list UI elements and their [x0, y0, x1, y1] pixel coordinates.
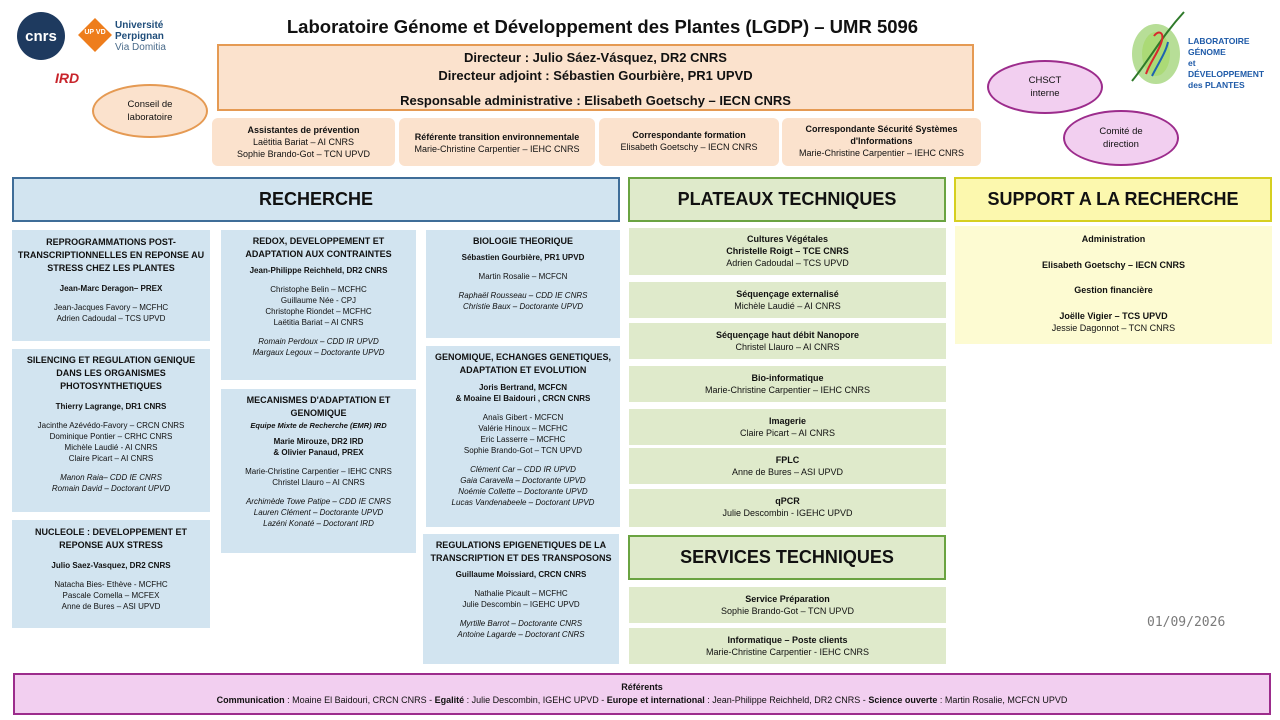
team-leader: Jean-Philippe Reichheld, DR2 CNRS	[249, 266, 388, 275]
platform-title: Séquençage externalisé	[736, 289, 839, 299]
team-member-italic: Archimède Towe Patipe – CDD IE CNRS	[245, 497, 392, 506]
team-leader: & Moaine El Baidouri , CRCN CNRS	[455, 394, 591, 403]
team-reprog	[12, 230, 210, 341]
platform-person: Marie-Christine Carpentier – IEHC CNRS	[704, 385, 871, 395]
role-person: Laëtitia Bariat – AI CNRS	[252, 137, 355, 147]
role-title: Assistantes de prévention	[247, 125, 360, 135]
upvd-line-2: Perpignan	[115, 31, 164, 42]
page-title: Laboratoire Génome et Développement des Plantes (LGDP) – UMR 5096	[286, 16, 919, 37]
team-member: Nathalie Picault – MCFHC	[474, 589, 568, 598]
admin-manager: Responsable administrative : Elisabeth Goetschy – IECN CNRS	[400, 93, 791, 108]
support-finance-title: Gestion financière	[1074, 285, 1153, 295]
team-member-italic: Clément Car – CDD IR UPVD	[470, 465, 576, 474]
team-nucleole	[12, 520, 210, 628]
team-title: REDOX, DEVELOPPEMENT ET ADAPTATION AUX CONTRAINTES	[245, 236, 392, 259]
team-member: Anne de Bures – ASI UPVD	[61, 602, 161, 611]
team-mecanismes	[221, 389, 416, 553]
team-title: REGULATIONS EPIGENETIQUES DE LA TRANSCRIPTION ET DES TRANSPOSONS	[430, 540, 612, 563]
team-member: Anaïs Gibert - MCFCN	[482, 413, 564, 422]
team-regulations	[423, 534, 619, 664]
lgdp-logo-text	[1188, 36, 1272, 91]
team-member-italic: Myrtille Barrot – Doctorante CNRS	[459, 619, 583, 628]
platform-title: FPLC	[775, 455, 800, 465]
team-subtitle: Equipe Mixte de Recherche (EMR) IRD	[250, 421, 387, 430]
platform-bioinfo	[629, 366, 946, 402]
conseil-label: Conseil de laboratoire	[127, 99, 173, 123]
role-person: Marie-Christine Carpentier – IEHC CNRS	[414, 144, 580, 154]
lgdp-logo	[1122, 6, 1272, 92]
platform-qpcr	[629, 489, 946, 527]
team-member: Claire Picart – AI CNRS	[68, 454, 154, 463]
role-person: Marie-Christine Carpentier – IEHC CNRS	[798, 148, 965, 158]
team-member: Julie Descombin – IGEHC UPVD	[462, 600, 580, 609]
team-member: Jacinthe Azévédo-Favory – CRCN CNRS	[37, 421, 185, 430]
team-title: NUCLEOLE : DEVELOPPEMENT ET REPONSE AUX STRESS	[34, 527, 187, 550]
team-member: Valérie Hinoux – MCFHC	[478, 424, 568, 433]
role-person: Elisabeth Goetschy – IECN CNRS	[620, 142, 758, 152]
platform-fplc	[629, 448, 946, 484]
platform-title: Imagerie	[768, 416, 807, 426]
team-title: MECANISMES D'ADAPTATION ET GENOMIQUE	[246, 395, 391, 418]
team-member: Christel Llauro – AI CNRS	[272, 478, 365, 487]
team-member-italic: Lauren Clément – Doctorante UPVD	[253, 508, 384, 517]
platform-person: Michèle Laudié – AI CNRS	[734, 301, 841, 311]
lgdp-line-1: LABORATOIRE	[1188, 36, 1250, 46]
support-box	[955, 226, 1272, 344]
referent-value: : Julie Descombin, IGEHC UPVD -	[464, 695, 607, 705]
upvd-logo	[78, 18, 112, 52]
team-member: Christophe Belin – MCFHC	[270, 285, 367, 294]
team-silencing	[12, 349, 210, 512]
chsct-ellipse	[987, 60, 1103, 114]
platform-title: qPCR	[775, 496, 800, 506]
lgdp-line-2: GÉNOME	[1188, 47, 1226, 57]
team-member-italic: Romain David – Doctorant UPVD	[51, 484, 171, 493]
support-finance-person: Jessie Dagonnot – TCN CNRS	[1051, 323, 1176, 333]
director: Directeur : Julio Sáez-Vásquez, DR2 CNRS	[464, 50, 727, 65]
team-leader: Julio Saez-Vasquez, DR2 CNRS	[51, 561, 171, 570]
team-member: Michèle Laudié - AI CNRS	[64, 443, 158, 452]
services-header: SERVICES TECHNIQUES	[628, 535, 946, 580]
chsct-label: CHSCT interne	[1028, 75, 1062, 99]
deputy-director: Directeur adjoint : Sébastien Gourbière, PR1 UPVD	[438, 68, 753, 83]
team-leader: & Olivier Panaud, PREX	[273, 448, 364, 457]
cnrs-logo	[17, 12, 65, 60]
service-informatique	[629, 628, 946, 664]
platform-title: Séquençage haut débit Nanopore	[715, 330, 860, 340]
upvd-badge-text: UP VD	[84, 29, 106, 36]
role-box	[212, 118, 395, 166]
team-title: BIOLOGIE THEORIQUE	[472, 236, 573, 246]
referent-value: : Martin Rosalie, MCFCN UPVD	[937, 695, 1068, 705]
role-title: Correspondante formation	[632, 130, 746, 140]
referent-value: : Jean-Philippe Reichheld, DR2 CNRS -	[704, 695, 869, 705]
direction-box	[217, 44, 974, 111]
referents-box	[13, 673, 1271, 715]
ird-logo-text: IRD	[55, 70, 80, 86]
team-member: Guillaume Née - CPJ	[280, 296, 357, 305]
team-title: REPROGRAMMATIONS POST-TRANSCRIPTIONNELLES EN REPONSE AU STRESS CHEZ LES PLANTES	[17, 237, 205, 273]
service-title: Service Préparation	[745, 594, 830, 604]
team-member-italic: Christie Baux – Doctorante UPVD	[462, 302, 584, 311]
service-person: Sophie Brando-Got – TCN UPVD	[721, 606, 854, 616]
role-box	[599, 118, 779, 166]
platform-person: Adrien Cadoudal – TCS UPVD	[726, 258, 849, 268]
conseil-ellipse	[92, 84, 208, 138]
team-member-italic: Raphaël Rousseau – CDD IE CNRS	[458, 291, 588, 300]
team-member-italic: Lazéni Konaté – Doctorant IRD	[263, 519, 374, 528]
team-member: Eric Lasserre – MCFHC	[480, 435, 566, 444]
referents-line	[15, 694, 1269, 707]
platform-nanopore	[629, 323, 946, 359]
team-member: Dominique Pontier – CRHC CNRS	[49, 432, 173, 441]
team-leader: Sébastien Gourbière, PR1 UPVD	[461, 253, 585, 262]
referent-label: Egalité	[434, 695, 465, 705]
team-leader: Guillaume Moissiard, CRCN CNRS	[455, 570, 587, 579]
referents-title: Référents	[621, 682, 663, 692]
team-title: GENOMIQUE, ECHANGES GENETIQUES, ADAPTATION ET EVOLUTION	[434, 352, 612, 375]
team-leader: Jean-Marc Deragon– PREX	[59, 284, 163, 293]
platform-title: Bio-informatique	[751, 373, 824, 383]
role-box	[399, 118, 595, 166]
service-preparation	[629, 587, 946, 623]
platform-cultures	[629, 228, 946, 275]
team-leader: Joris Bertrand, MCFCN	[478, 383, 567, 392]
referent-value: : Moaine El Baidouri, CRCN CNRS -	[284, 695, 435, 705]
comite-ellipse	[1063, 110, 1179, 166]
referent-label: Science ouverte	[868, 695, 938, 705]
team-member: Martin Rosalie – MCFCN	[478, 272, 568, 281]
role-title: Correspondante Sécurité Systèmes d'Informations	[805, 124, 958, 146]
team-member-italic: Antoine Lagarde – Doctorant CNRS	[457, 630, 585, 639]
referent-label: Europe et international	[606, 695, 705, 705]
team-genomique	[426, 346, 620, 527]
team-member: Christophe Riondet – MCFHC	[265, 307, 372, 316]
role-person: Sophie Brando-Got – TCN UPVD	[237, 149, 370, 159]
service-person: Marie-Christine Carpentier - IEHC CNRS	[705, 647, 870, 657]
lgdp-leaf-icon	[1122, 6, 1192, 92]
service-title: Informatique – Poste clients	[727, 635, 848, 645]
support-admin-title: Administration	[1081, 234, 1146, 244]
team-member: Jean-Jacques Favory – MCFHC	[53, 303, 169, 312]
platform-sequencage	[629, 282, 946, 318]
upvd-line-3: Via Domitia	[115, 42, 166, 53]
team-member-italic: Lucas Vandenabeele – Doctorant UPVD	[451, 498, 595, 507]
platform-person-bold: Christelle Roigt – TCE CNRS	[726, 246, 849, 256]
upvd-logo-text	[115, 20, 166, 53]
team-leader: Thierry Lagrange, DR1 CNRS	[55, 402, 167, 411]
team-member: Marie-Christine Carpentier – IEHC CNRS	[245, 467, 392, 476]
lgdp-line-3: et DÉVELOPPEMENT	[1188, 58, 1265, 79]
team-member-italic: Margaux Legoux – Doctorante UPVD	[252, 348, 385, 357]
platform-person: Claire Picart – AI CNRS	[739, 428, 836, 438]
date-label: 01/09/2026	[1147, 615, 1226, 630]
team-leader: Marie Mirouze, DR2 IRD	[273, 437, 364, 446]
support-admin-person: Elisabeth Goetschy – IECN CNRS	[1041, 260, 1186, 270]
team-member-italic: Gaia Caravella – Doctorante UPVD	[460, 476, 586, 485]
platform-title: Cultures Végétales	[746, 234, 829, 244]
upvd-line-1: Université	[115, 20, 164, 31]
team-member: Natacha Bies- Ethève - MCFHC	[54, 580, 168, 589]
team-redox	[221, 230, 416, 380]
lgdp-line-4: des PLANTES	[1188, 80, 1245, 90]
ird-logo	[55, 70, 85, 94]
support-finance-person: Joëlle Vigier – TCS UPVD	[1059, 311, 1168, 321]
team-member: Adrien Cadoudal – TCS UPVD	[56, 314, 166, 323]
cnrs-logo-text: cnrs	[25, 27, 57, 45]
team-member: Pascale Comella – MCFEX	[62, 591, 160, 600]
team-biologie	[426, 230, 620, 338]
platform-imagerie	[629, 409, 946, 445]
platform-person: Christel Llauro – AI CNRS	[735, 342, 840, 352]
team-member-italic: Noémie Collette – Doctorante UPVD	[458, 487, 588, 496]
referent-label: Communication	[216, 695, 285, 705]
platform-person: Anne de Bures – ASI UPVD	[731, 467, 844, 477]
team-member-italic: Manon Raia– CDD IE CNRS	[60, 473, 162, 482]
comite-label: Comité de direction	[1099, 126, 1143, 150]
recherche-header: RECHERCHE	[12, 177, 620, 222]
role-title: Référente transition environnementale	[414, 132, 580, 142]
platform-person: Julie Descombin - IGEHC UPVD	[722, 508, 853, 518]
team-member: Laëtitia Bariat – AI CNRS	[273, 318, 364, 327]
role-box	[782, 118, 981, 166]
team-member-italic: Romain Perdoux – CDD IR UPVD	[258, 337, 379, 346]
support-header: SUPPORT A LA RECHERCHE	[954, 177, 1272, 222]
team-title: SILENCING ET REGULATION GENIQUE DANS LES ORGANISMES PHOTOSYNTHETIQUES	[26, 355, 196, 391]
team-member: Sophie Brando-Got – TCN UPVD	[463, 446, 583, 455]
plateaux-header: PLATEAUX TECHNIQUES	[628, 177, 946, 222]
